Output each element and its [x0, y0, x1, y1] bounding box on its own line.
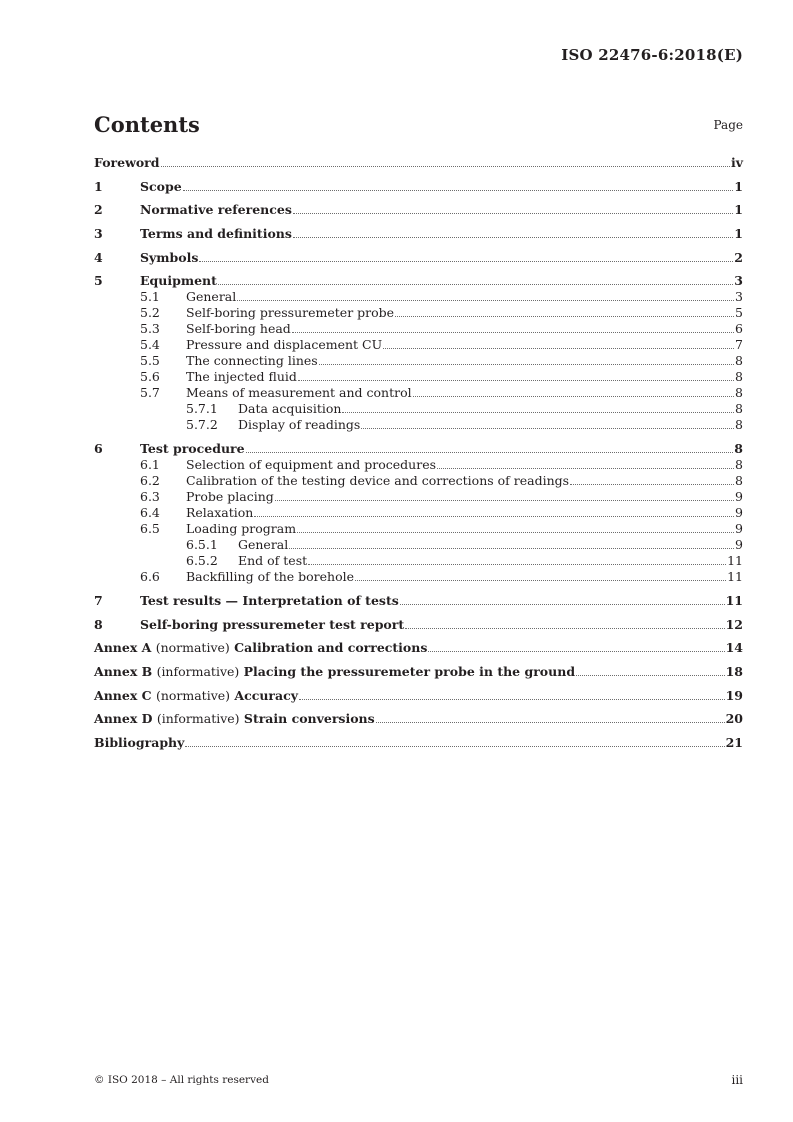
toc-entry[interactable]	[94, 417, 743, 433]
toc-entry[interactable]	[94, 664, 743, 680]
toc-entry-title: Test results — Interpretation of tests	[140, 592, 399, 608]
toc-entry-number: 6.3	[140, 489, 160, 505]
annex-label: Annex A	[94, 640, 152, 656]
toc-entry-title: Pressure and displacement CU	[186, 337, 383, 353]
toc-entry-title: Foreword	[94, 155, 160, 170]
toc-entry[interactable]	[94, 617, 743, 633]
dot-leader	[289, 537, 734, 549]
toc-entry-page: 8	[735, 369, 743, 385]
toc-entry-title: Normative references	[140, 202, 292, 218]
dot-leader	[293, 226, 733, 238]
toc-entry-page: 8	[735, 473, 743, 489]
toc-entry-title: The connecting lines	[186, 353, 318, 369]
toc-entry[interactable]	[94, 305, 743, 321]
dot-leader	[428, 640, 724, 652]
toc-entry-title: End of test	[238, 553, 308, 569]
toc-entry-number: 3	[94, 226, 103, 242]
toc-entry-page: 8	[735, 353, 743, 369]
toc-entry-number: 6	[94, 441, 103, 457]
toc-entry-page: 8	[735, 417, 743, 433]
toc-entry-number: 5	[94, 273, 103, 289]
toc-entry-number: 8	[94, 616, 103, 632]
dot-leader	[218, 273, 733, 285]
annex-title: Strain conversions	[243, 711, 375, 727]
toc-entry-page: 9	[735, 505, 743, 521]
toc-entry-number: 4	[94, 249, 103, 265]
table-of-contents	[94, 155, 743, 751]
toc-entry[interactable]	[94, 289, 743, 305]
toc-entry-page: 2	[734, 249, 743, 265]
annex-title: Accuracy	[234, 687, 298, 703]
dot-leader	[292, 321, 734, 333]
toc-entry-page: 11	[727, 569, 743, 585]
dot-leader	[570, 473, 734, 485]
annex-title: Calibration and corrections	[234, 640, 428, 656]
toc-entry-number: 5.7.1	[186, 401, 218, 417]
toc-entry[interactable]	[94, 337, 743, 353]
toc-entry-title: Backfilling of the borehole	[186, 569, 355, 585]
document-id: ISO 22476-6:2018(E)	[561, 46, 743, 64]
toc-entry-number: 5.6	[140, 369, 160, 385]
annex-type: (informative)	[156, 663, 240, 679]
toc-entry-title: Display of readings	[238, 417, 361, 433]
toc-entry-page: 18	[725, 663, 743, 679]
annex-label: Annex B	[94, 663, 153, 679]
toc-entry[interactable]	[94, 505, 743, 521]
toc-entry[interactable]	[94, 385, 743, 401]
annex-type: (normative)	[155, 687, 231, 703]
annex-label: Annex C	[94, 687, 152, 703]
toc-entry-title	[94, 640, 427, 656]
toc-entry-page: 8	[735, 385, 743, 401]
toc-entry[interactable]	[94, 593, 743, 609]
toc-entry-title: Symbols	[140, 249, 199, 265]
toc-entry-title: Data acquisition	[238, 401, 342, 417]
toc-entry[interactable]	[94, 521, 743, 537]
dot-leader	[405, 617, 724, 629]
annex-type: (informative)	[156, 711, 240, 727]
toc-entry-title: Bibliography	[94, 734, 185, 750]
dot-leader	[293, 202, 733, 214]
toc-entry[interactable]	[94, 553, 743, 569]
toc-entry[interactable]	[94, 155, 743, 171]
annex-type: (normative)	[155, 640, 230, 656]
dot-leader	[254, 505, 734, 517]
toc-entry-page: 6	[735, 321, 743, 337]
contents-heading: Contents	[94, 112, 200, 137]
toc-entry-title: The injected fluid	[186, 369, 297, 385]
toc-entry[interactable]	[94, 369, 743, 385]
toc-entry-title: General	[238, 537, 289, 553]
toc-entry-title: Terms and definitions	[140, 226, 292, 242]
toc-entry-title: Relaxation	[186, 505, 254, 521]
toc-entry-title: Self-boring pressuremeter probe	[186, 305, 395, 321]
toc-entry-page: 1	[734, 202, 743, 218]
toc-entry-number: 6.6	[140, 569, 160, 585]
toc-entry-page: 8	[735, 457, 743, 473]
dot-leader	[413, 385, 734, 397]
toc-entry-title: Self-boring head	[186, 321, 291, 337]
dot-leader	[161, 155, 730, 167]
toc-entry-page: 3	[735, 289, 743, 305]
toc-entry-page: 19	[725, 687, 743, 703]
page-column-label: Page	[713, 118, 743, 132]
toc-entry-page: 9	[735, 537, 743, 553]
toc-entry-number: 1	[94, 178, 103, 194]
toc-entry-title	[94, 711, 375, 727]
toc-entry-number: 5.7.2	[186, 417, 218, 433]
toc-entry-page: 9	[735, 489, 743, 505]
dot-leader	[246, 441, 734, 453]
toc-entry-page: 7	[735, 337, 743, 353]
toc-entry[interactable]	[94, 735, 743, 751]
annex-label: Annex D	[94, 711, 153, 727]
toc-entry[interactable]	[94, 473, 743, 489]
toc-entry-number: 5.3	[140, 321, 160, 337]
dot-leader	[297, 521, 734, 533]
toc-entry-page: 8	[735, 401, 743, 417]
toc-entry[interactable]	[94, 179, 743, 195]
toc-entry-number: 6.2	[140, 473, 160, 489]
toc-entry-page: 14	[725, 640, 743, 656]
toc-entry-number: 7	[94, 592, 103, 608]
dot-leader	[400, 593, 725, 605]
toc-entry-number: 5.4	[140, 337, 160, 353]
toc-entry-title: Selection of equipment and procedures	[186, 457, 437, 473]
toc-entry-title: Means of measurement and control	[186, 385, 412, 401]
toc-entry[interactable]	[94, 537, 743, 553]
toc-entry-number: 6.5	[140, 521, 160, 537]
toc-entry[interactable]	[94, 202, 743, 218]
dot-leader	[183, 179, 734, 191]
toc-entry-page: 8	[734, 441, 743, 457]
toc-entry[interactable]	[94, 273, 743, 289]
toc-entry-title	[94, 664, 575, 680]
toc-entry[interactable]	[94, 353, 743, 369]
toc-entry-title: General	[186, 289, 237, 305]
toc-entry[interactable]	[94, 640, 743, 656]
toc-entry[interactable]	[94, 489, 743, 505]
toc-entry-title: Scope	[140, 178, 182, 194]
toc-entry[interactable]	[94, 457, 743, 473]
dot-leader	[319, 353, 734, 365]
dot-leader	[437, 457, 734, 469]
toc-entry-number: 5.5	[140, 353, 160, 369]
toc-entry-page: 12	[725, 616, 743, 632]
dot-leader	[361, 417, 734, 429]
toc-entry-page: 5	[735, 305, 743, 321]
dot-leader	[376, 711, 725, 723]
toc-entry-number: 5.1	[140, 289, 160, 305]
toc-entry[interactable]	[94, 226, 743, 242]
annex-title: Placing the pressuremeter probe in the ground	[243, 663, 576, 679]
dot-leader	[576, 664, 725, 676]
dot-leader	[395, 305, 734, 317]
toc-entry-page: 3	[734, 273, 743, 289]
toc-entry-title: Calibration of the testing device and corrections of readings	[186, 473, 570, 489]
toc-entry-number: 5.7	[140, 385, 160, 401]
dot-leader	[237, 289, 734, 301]
dot-leader	[342, 401, 734, 413]
toc-entry-title: Probe placing	[186, 489, 274, 505]
toc-entry[interactable]	[94, 711, 743, 727]
toc-entry-title: Test procedure	[140, 441, 245, 457]
toc-entry-page: 21	[725, 734, 743, 750]
dot-leader	[383, 337, 734, 349]
toc-entry-title: Self-boring pressuremeter test report	[140, 616, 405, 632]
toc-entry-title: Loading program	[186, 521, 297, 537]
dot-leader	[299, 688, 725, 700]
toc-entry[interactable]	[94, 321, 743, 337]
toc-entry-page: 1	[734, 178, 743, 194]
toc-entry-page: 20	[725, 711, 743, 727]
dot-leader	[308, 553, 726, 565]
toc-entry-page: iv	[730, 155, 743, 170]
toc-entry[interactable]	[94, 441, 743, 457]
toc-entry[interactable]	[94, 401, 743, 417]
toc-entry-page: 9	[735, 521, 743, 537]
page-number: iii	[731, 1073, 743, 1087]
toc-entry[interactable]	[94, 688, 743, 704]
dot-leader	[185, 735, 724, 747]
dot-leader	[355, 569, 726, 581]
toc-entry[interactable]	[94, 569, 743, 585]
toc-entry[interactable]	[94, 250, 743, 266]
toc-entry-number: 6.4	[140, 505, 160, 521]
toc-entry-title: Equipment	[140, 273, 217, 289]
toc-entry-page: 1	[734, 226, 743, 242]
toc-entry-page: 11	[725, 592, 743, 608]
copyright-notice: © ISO 2018 – All rights reserved	[94, 1074, 269, 1086]
toc-entry-number: 6.1	[140, 457, 160, 473]
toc-entry-page: 11	[727, 553, 743, 569]
dot-leader	[298, 369, 734, 381]
toc-entry-title	[94, 688, 298, 704]
toc-entry-number: 2	[94, 202, 103, 218]
dot-leader	[199, 250, 733, 262]
toc-entry-number: 6.5.1	[186, 537, 218, 553]
dot-leader	[275, 489, 734, 501]
toc-entry-number: 6.5.2	[186, 553, 218, 569]
toc-entry-number: 5.2	[140, 305, 160, 321]
